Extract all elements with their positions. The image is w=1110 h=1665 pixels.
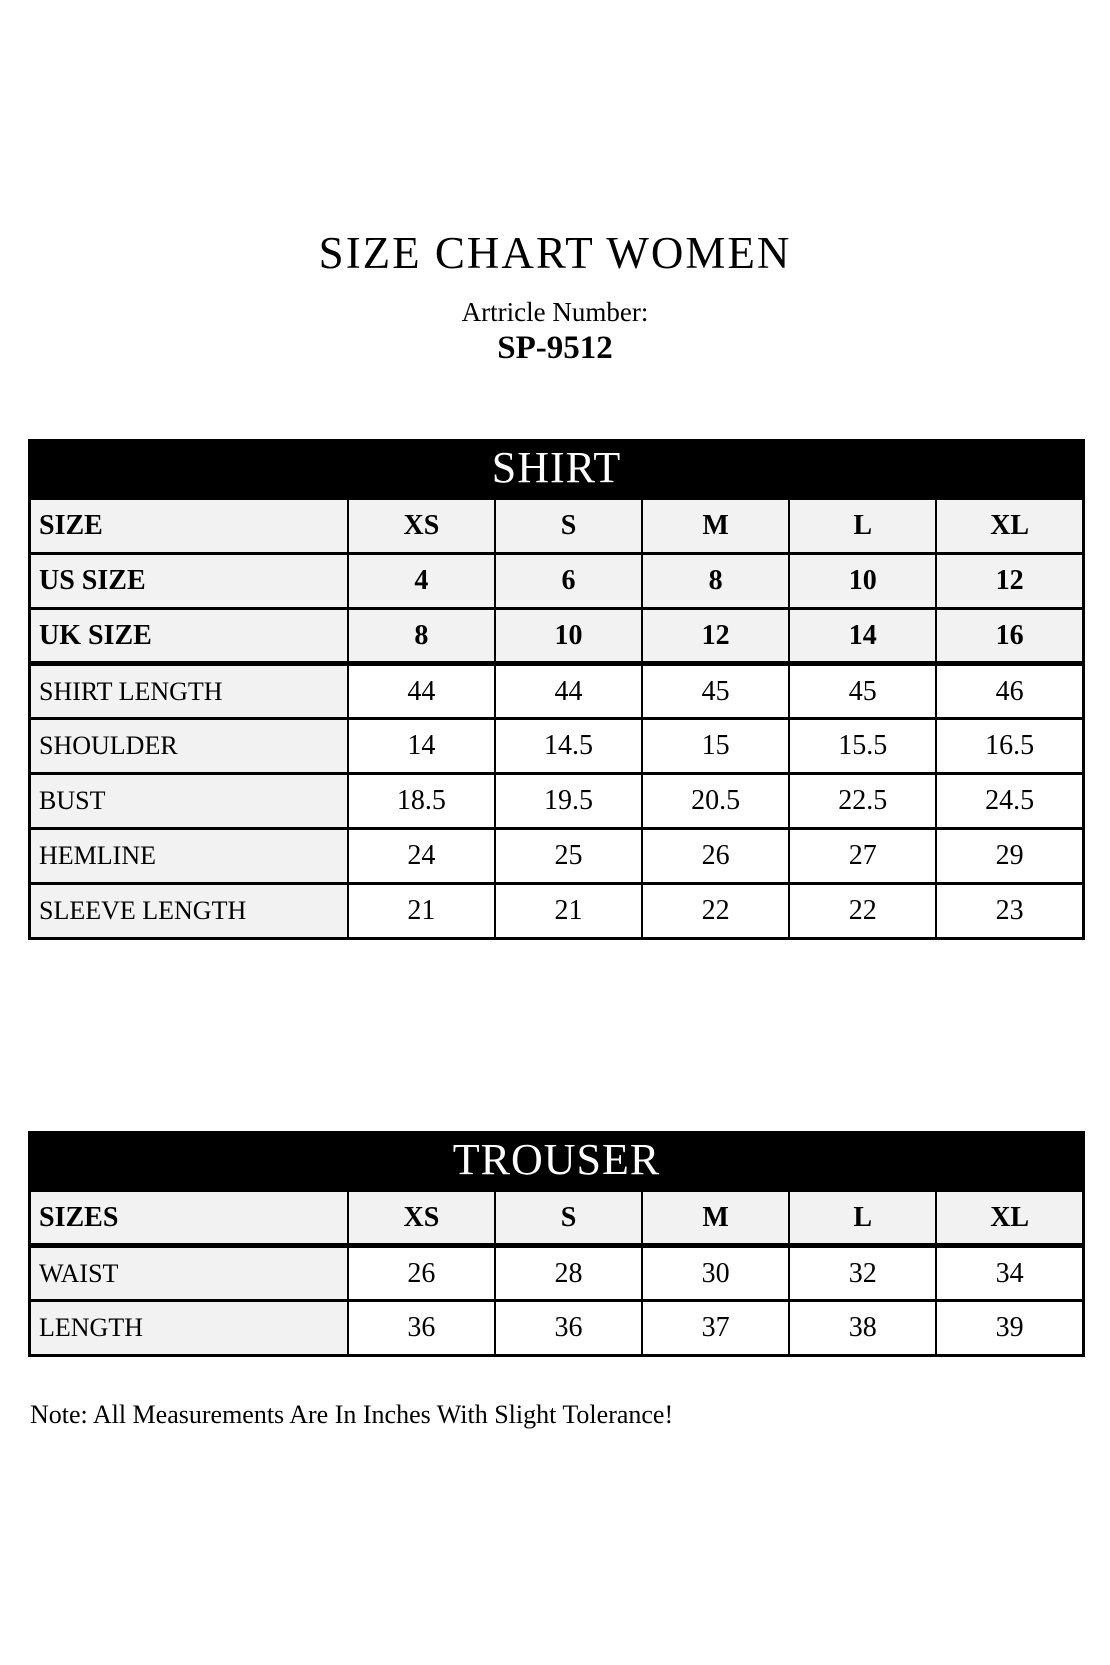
measurement-cell: 44 [348,664,495,719]
table-row [30,719,1084,774]
measurement-cell: 14.5 [495,719,642,774]
table-row [30,774,1084,829]
article-number-label: Artricle Number: [461,296,649,327]
measurement-cell: 44 [495,664,642,719]
measurement-cell: 19.5 [495,774,642,829]
table-row [30,1191,1084,1246]
measurement-cell: 32 [789,1246,936,1301]
row-label: SHOULDER [30,719,348,774]
measurement-cell: 22.5 [789,774,936,829]
row-label: SIZES [30,1191,348,1246]
measurement-cell: 20.5 [642,774,789,829]
shirt-table-section [28,439,1085,940]
size-cell: 12 [936,554,1083,609]
row-label: UK SIZE [30,609,348,664]
measurement-cell: 37 [642,1301,789,1356]
size-cell: 6 [495,554,642,609]
table-row [30,1246,1084,1301]
size-cell: 10 [789,554,936,609]
measurement-cell: 14 [348,719,495,774]
size-cell: L [789,499,936,554]
row-label: SHIRT LENGTH [30,664,348,719]
measurement-cell: 22 [642,884,789,939]
measurement-cell: 15.5 [789,719,936,774]
row-label: SIZE [30,499,348,554]
size-cell: 10 [495,609,642,664]
size-cell: 4 [348,554,495,609]
measurement-cell: 18.5 [348,774,495,829]
table-row [30,829,1084,884]
table-row [30,499,1084,554]
measurement-cell: 30 [642,1246,789,1301]
measurement-cell: 16.5 [936,719,1083,774]
table-row [30,1301,1084,1356]
measurement-note: Note: All Measurements Are In Inches With Slight Tolerance! [30,1400,674,1430]
shirt-section-header: SHIRT [28,439,1085,497]
size-cell: M [642,1191,789,1246]
row-label: BUST [30,774,348,829]
size-cell: 8 [642,554,789,609]
row-label: US SIZE [30,554,348,609]
table-row [30,609,1084,664]
size-cell: XL [936,499,1083,554]
measurement-cell: 25 [495,829,642,884]
table-row [30,664,1084,719]
measurement-cell: 45 [642,664,789,719]
size-cell: M [642,499,789,554]
trouser-size-table [28,1189,1085,1357]
size-cell: 8 [348,609,495,664]
article-number-value: SP-9512 [497,330,613,367]
size-cell: 12 [642,609,789,664]
measurement-cell: 36 [495,1301,642,1356]
shirt-size-table [28,497,1085,940]
size-cell: 16 [936,609,1083,664]
row-label: LENGTH [30,1301,348,1356]
size-cell: L [789,1191,936,1246]
measurement-cell: 29 [936,829,1083,884]
measurement-cell: 38 [789,1301,936,1356]
size-cell: S [495,499,642,554]
size-cell: XS [348,499,495,554]
size-cell: S [495,1191,642,1246]
table-row [30,554,1084,609]
size-cell: XL [936,1191,1083,1246]
measurement-cell: 36 [348,1301,495,1356]
size-cell: XS [348,1191,495,1246]
trouser-table-section [28,1131,1085,1357]
measurement-cell: 28 [495,1246,642,1301]
measurement-cell: 45 [789,664,936,719]
measurement-cell: 26 [642,829,789,884]
measurement-cell: 27 [789,829,936,884]
size-cell: 14 [789,609,936,664]
measurement-cell: 24.5 [936,774,1083,829]
measurement-cell: 23 [936,884,1083,939]
measurement-cell: 22 [789,884,936,939]
measurement-cell: 34 [936,1246,1083,1301]
row-label: WAIST [30,1246,348,1301]
measurement-cell: 39 [936,1301,1083,1356]
measurement-cell: 21 [495,884,642,939]
measurement-cell: 21 [348,884,495,939]
trouser-section-header: TROUSER [28,1131,1085,1189]
row-label: HEMLINE [30,829,348,884]
measurement-cell: 46 [936,664,1083,719]
row-label: SLEEVE LENGTH [30,884,348,939]
measurement-cell: 24 [348,829,495,884]
measurement-cell: 26 [348,1246,495,1301]
page-title: SIZE CHART WOMEN [318,228,792,278]
measurement-cell: 15 [642,719,789,774]
table-row [30,884,1084,939]
